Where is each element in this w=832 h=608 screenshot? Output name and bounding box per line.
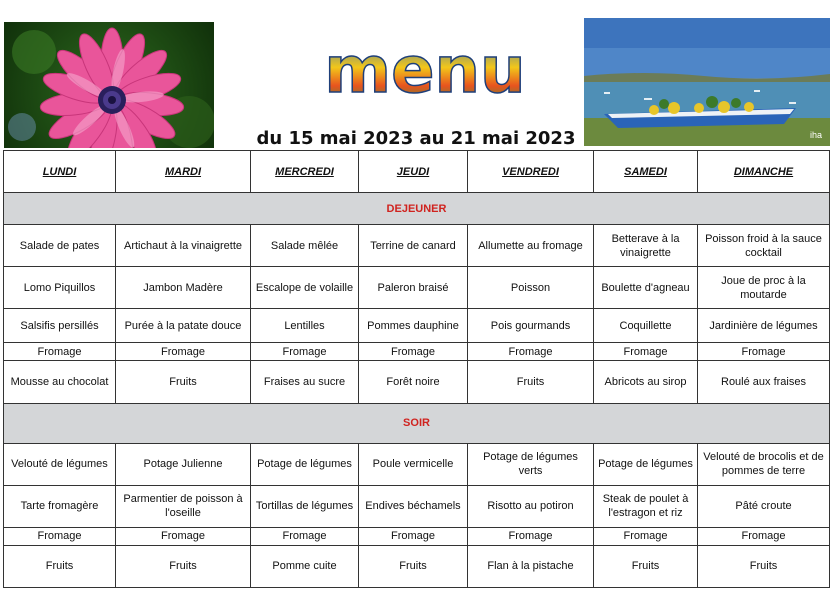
menu-cell: Endives béchamels: [359, 485, 468, 527]
menu-cell: Fromage: [251, 527, 359, 545]
day-header: DIMANCHE: [698, 151, 830, 193]
menu-cell: Fruits: [359, 545, 468, 587]
menu-cell: Fruits: [116, 545, 251, 587]
menu-cell: Roulé aux fraises: [698, 361, 830, 403]
menu-cell: Fruits: [4, 545, 116, 587]
menu-cell: Tortillas de légumes: [251, 485, 359, 527]
menu-cell: Fromage: [468, 343, 594, 361]
menu-cell: Jambon Madère: [116, 267, 251, 309]
menu-cell: Terrine de canard: [359, 225, 468, 267]
menu-cell: Fromage: [359, 343, 468, 361]
table-row: [4, 343, 830, 361]
dinner-section-label: SOIR: [4, 403, 830, 443]
menu-cell: Fromage: [698, 343, 830, 361]
table-row: [4, 485, 830, 527]
day-header: JEUDI: [359, 151, 468, 193]
table-row: [4, 225, 830, 267]
menu-cell: Parmentier de poisson à l'oseille: [116, 485, 251, 527]
dinner-section-row: [4, 403, 830, 443]
menu-cell: Fromage: [4, 527, 116, 545]
day-header-row: [4, 151, 830, 193]
menu-cell: Fraises au sucre: [251, 361, 359, 403]
photo-watermark: iha: [809, 130, 822, 140]
menu-cell: Fromage: [698, 527, 830, 545]
menu-cell: Pommes dauphine: [359, 309, 468, 343]
table-row: [4, 443, 830, 485]
menu-cell: Purée à la patate douce: [116, 309, 251, 343]
menu-cell: Velouté de légumes: [4, 443, 116, 485]
menu-cell: Pâté croute: [698, 485, 830, 527]
menu-cell: Fromage: [594, 343, 698, 361]
table-row: [4, 361, 830, 403]
menu-cell: Fruits: [468, 361, 594, 403]
menu-cell: Boulette d'agneau: [594, 267, 698, 309]
menu-cell: Fromage: [594, 527, 698, 545]
date-range: du 15 mai 2023 au 21 mai 2023: [256, 128, 576, 149]
menu-cell: Lentilles: [251, 309, 359, 343]
table-row: [4, 267, 830, 309]
menu-title-art: [290, 38, 560, 108]
menu-cell: Salade de pates: [4, 225, 116, 267]
day-header: VENDREDI: [468, 151, 594, 193]
menu-cell: Pois gourmands: [468, 309, 594, 343]
menu-cell: Betterave à la vinaigrette: [594, 225, 698, 267]
menu-cell: Salade mêlée: [251, 225, 359, 267]
day-header: MERCREDI: [251, 151, 359, 193]
menu-cell: Poisson froid à la sauce cocktail: [698, 225, 830, 267]
menu-cell: Artichaut à la vinaigrette: [116, 225, 251, 267]
menu-cell: Escalope de volaille: [251, 267, 359, 309]
menu-cell: Tarte fromagère: [4, 485, 116, 527]
menu-cell: Potage Julienne: [116, 443, 251, 485]
menu-cell: Velouté de brocolis et de pommes de terre: [698, 443, 830, 485]
day-header: LUNDI: [4, 151, 116, 193]
menu-cell: Abricots au sirop: [594, 361, 698, 403]
menu-cell: Paleron braisé: [359, 267, 468, 309]
harbor-image: [584, 18, 830, 146]
menu-cell: Fromage: [4, 343, 116, 361]
table-row: [4, 527, 830, 545]
lunch-section-row: [4, 193, 830, 225]
table-row: [4, 545, 830, 587]
menu-cell: Fromage: [359, 527, 468, 545]
menu-cell: Pomme cuite: [251, 545, 359, 587]
menu-cell: Joue de proc à la moutarde: [698, 267, 830, 309]
menu-cell: Fromage: [468, 527, 594, 545]
menu-cell: Poisson: [468, 267, 594, 309]
menu-cell: Risotto au potiron: [468, 485, 594, 527]
menu-cell: Fruits: [594, 545, 698, 587]
menu-cell: Fromage: [116, 343, 251, 361]
menu-cell: Poule vermicelle: [359, 443, 468, 485]
day-header: MARDI: [116, 151, 251, 193]
table-row: [4, 309, 830, 343]
menu-cell: Lomo Piquillos: [4, 267, 116, 309]
day-header: SAMEDI: [594, 151, 698, 193]
lunch-section-label: DEJEUNER: [4, 193, 830, 225]
menu-cell: Fruits: [116, 361, 251, 403]
menu-cell: Steak de poulet à l'estragon et riz: [594, 485, 698, 527]
flower-image: [4, 22, 214, 148]
menu-cell: Fromage: [116, 527, 251, 545]
menu-cell: Fruits: [698, 545, 830, 587]
flower-photo: [4, 22, 214, 148]
menu-cell: Flan à la pistache: [468, 545, 594, 587]
menu-cell: Mousse au chocolat: [4, 361, 116, 403]
harbor-photo: [584, 18, 830, 146]
menu-cell: Forêt noire: [359, 361, 468, 403]
menu-cell: Coquillette: [594, 309, 698, 343]
menu-cell: Potage de légumes verts: [468, 443, 594, 485]
menu-cell: Salsifis persillés: [4, 309, 116, 343]
menu-cell: Potage de légumes: [251, 443, 359, 485]
menu-title: [290, 38, 560, 108]
menu-cell: Jardinière de légumes: [698, 309, 830, 343]
menu-cell: Potage de légumes: [594, 443, 698, 485]
weekly-menu-table: [3, 150, 830, 588]
menu-cell: Fromage: [251, 343, 359, 361]
menu-cell: Allumette au fromage: [468, 225, 594, 267]
menu-title-text: menu: [324, 38, 526, 108]
